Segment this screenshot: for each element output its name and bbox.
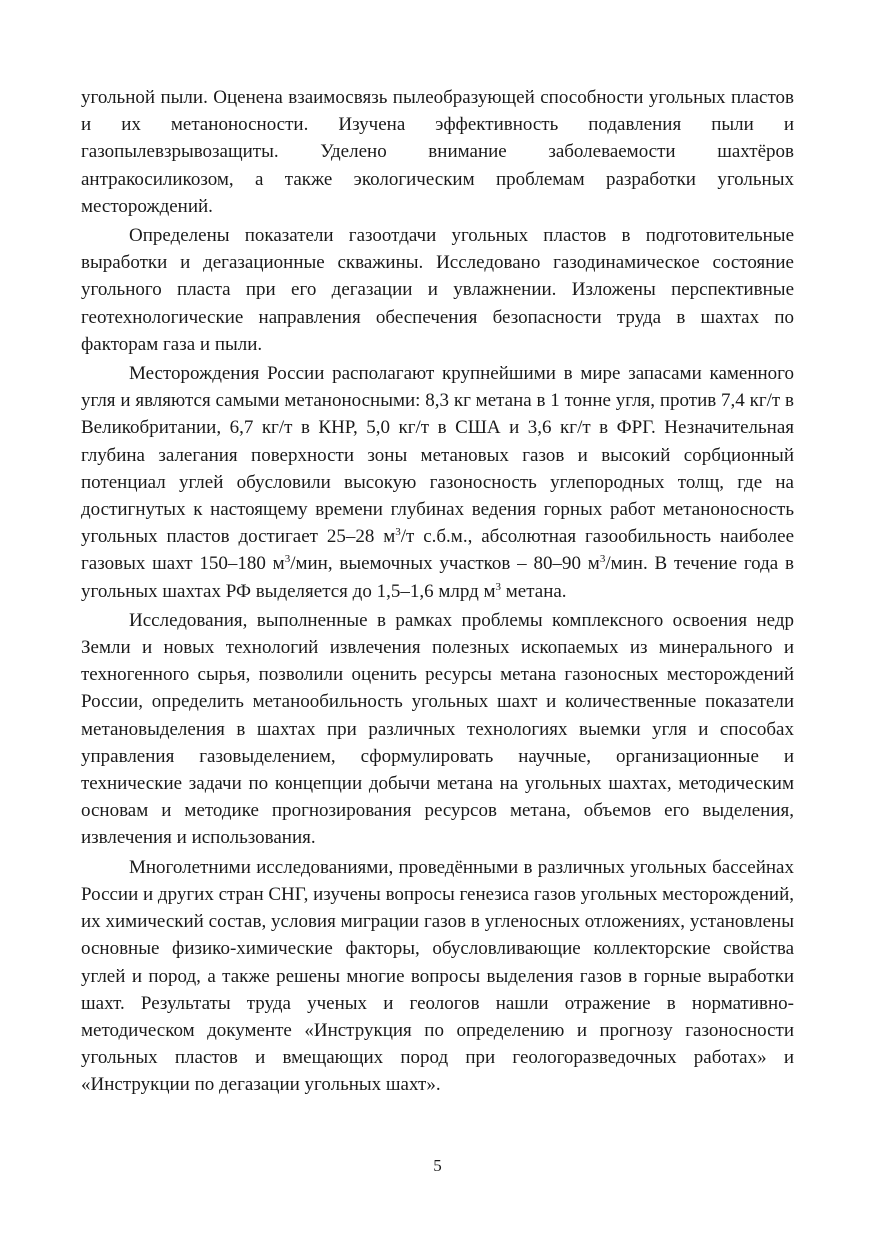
body-text xyxy=(81,84,794,1101)
paragraph-text: Многолетними исследованиями, проведёнными в различных угольных бассейнах России и других стран СНГ, изучены вопросы генезиса газов угольных месторождений, их химический состав, условия миграции газов в угленосных отложениях, установлены основные физико-химические факторы, обусловливающие коллекторские свойства углей и пород, а также решены многие вопросы выделения газов в горные выработки шахт. Результаты труда ученых и геологов нашли отражение в нормативно-методическом документе «Инструкция по определению и прогнозу газоносности угольных пластов и вмещающих пород при геологоразведочных работах» и «Инструкции по дегазации угольных шахт». xyxy=(81,856,794,1096)
superscript-cube: 3 xyxy=(495,580,502,593)
paragraph-text: Месторождения России располагают крупнейшими в мире запасами каменного угля и являются самыми метаноносными: 8,3 кг метана в 1 тонне угля, против 7,4 кг/т в Великобритании, 6,7 кг/т в КНР, 5,0 кг/т в США и 3,6 кг/т в ФРГ. Незначительная глубина залегания поверхности зоны метановых газов и высокий сорбционный потенциал углей обусловили высокую газоносность углепородных толщ, где на достигнутых к настоящему времени глубинах ведения горных работ метаноносность угольных пластов достигает 25–28 м xyxy=(81,363,794,548)
paragraph-continuation xyxy=(81,84,794,220)
paragraph-text: /мин. В течение года в угольных шахтах РФ выделяется до 1,5–1,6 млрд м xyxy=(81,553,794,602)
paragraph-research xyxy=(81,607,794,852)
paragraph-long-term-studies xyxy=(81,854,794,1099)
paragraph-text: метана. xyxy=(501,580,567,602)
superscript-cube: 3 xyxy=(599,553,606,566)
paragraph-text: /т с.б.м., абсолютная газообильность наиболее газовых шахт 150–180 м xyxy=(81,526,794,575)
paragraph-text: /мин, выемочных участков – 80–90 м xyxy=(290,553,600,575)
paragraph-text: Определены показатели газоотдачи угольных пластов в подготовительные выработки и дегазационные скважины. Исследовано газодинамическое состояние угольного пласта при его дегазации и увлажнении. Изложены перспективные геотехнологические направления обеспечения безопасности труда в шахтах по факторам газа и пыли. xyxy=(81,225,794,355)
paragraph-russian-deposits xyxy=(81,360,794,605)
paragraph-gas-release xyxy=(81,222,794,358)
paragraph-text: угольной пыли. Оценена взаимосвязь пылеобразующей способности угольных пластов и их метаноносности. Изучена эффективность подавления пыли и газопылевзрывозащиты. Уделено внимание заболеваемости шахтёров антракосиликозом, а также экологическим проблемам разработки угольных месторождений. xyxy=(81,87,794,217)
page-number: 5 xyxy=(433,1156,442,1175)
superscript-cube: 3 xyxy=(395,526,401,539)
superscript-cube: 3 xyxy=(284,553,291,566)
paragraph-text: Исследования, выполненные в рамках проблемы комплексного освоения недр Земли и новых технологий извлечения полезных ископаемых из минерального и техногенного сырья, позволили оценить ресурсы метана газоносных месторождений России, определить метанообильность угольных шахт и количественные показатели метановыделения в шахтах при различных технологиях выемки угля и способах управления газовыделением, сформулировать научные, организационные и технические задачи по концепции добычи метана на угольных шахтах, методическим основам и методике прогнозирования ресурсов метана, объемов его выделения, извлечения и использования. xyxy=(81,609,794,849)
